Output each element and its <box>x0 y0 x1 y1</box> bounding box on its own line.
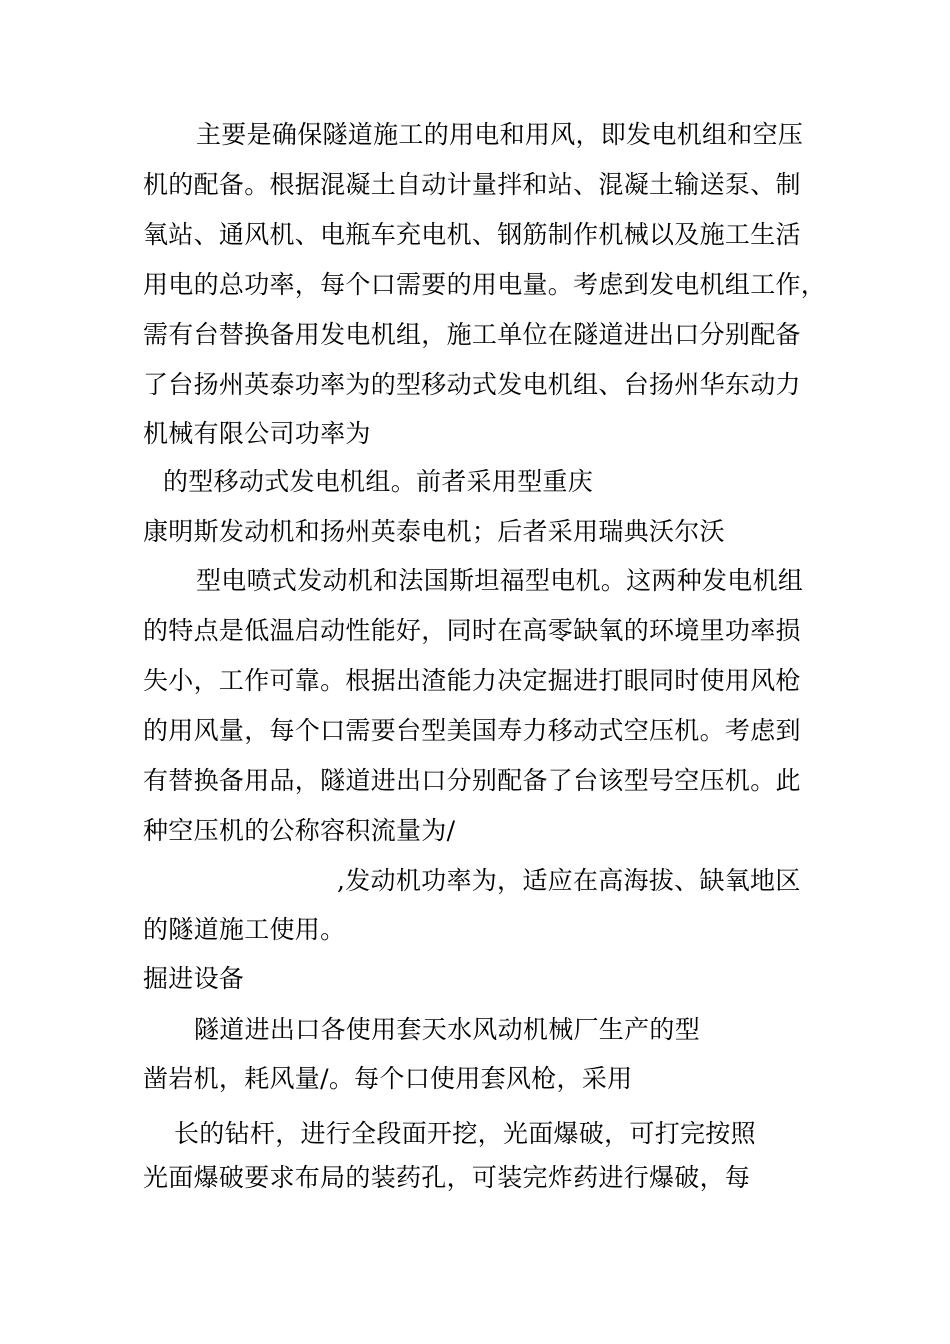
text-line-19: 隧道进出口各使用套天水风动机械厂生产的型 <box>194 1015 701 1044</box>
text-line-8: 的型移动式发电机组。前者采用型重庆 <box>163 467 594 496</box>
text-line-17: 的隧道施工使用。 <box>143 915 346 944</box>
section-heading: 掘进设备 <box>143 964 245 993</box>
text-line-13: 的用风量，每个口需要台型美国寿力移动式空压机。考虑到 <box>143 716 801 745</box>
text-line-5: 需有台替换备用发电机组，施工单位在隧道进出口分别配备 <box>143 320 801 349</box>
text-line-2: 机的配备。根据混凝土自动计量拌和站、混凝土输送泵、制 <box>143 170 801 199</box>
text-line-10: 型电喷式发动机和法国斯坦福型电机。这两种发电机组 <box>196 566 804 595</box>
text-line-1: 主要是确保隧道施工的用电和用风，即发电机组和空压 <box>196 120 804 149</box>
text-line-11: 的特点是低温启动性能好，同时在高零缺氧的环境里功率损 <box>143 616 801 645</box>
text-line-9: 康明斯发动机和扬州英泰电机；后者采用瑞典沃尔沃 <box>143 517 725 546</box>
text-line-6: 了台扬州英泰功率为的型移动式发电机组、台扬州华东动力 <box>143 370 801 399</box>
text-line-3: 氧站、通风机、电瓶车充电机、钢筋制作机械以及施工生活 <box>143 220 801 249</box>
text-line-7: 机械有限公司功率为 <box>143 419 371 448</box>
text-line-16: ,发动机功率为，适应在高海拔、缺氧地区 <box>337 866 801 895</box>
text-line-12: 失小，工作可靠。根据出渣能力决定掘进打眼同时使用风枪 <box>143 666 801 695</box>
text-line-21: 长的钻杆，进行全段面开挖，光面爆破，可打完按照 <box>174 1119 756 1148</box>
text-line-22: 光面爆破要求布局的装药孔，可装完炸药进行爆破，每 <box>143 1163 751 1192</box>
text-line-14: 有替换备用品，隧道进出口分别配备了台该型号空压机。此 <box>143 766 801 795</box>
text-line-4: 用电的总功率，每个口需要的用电量。考虑到发电机组工作， <box>143 270 827 299</box>
text-line-15: 种空压机的公称容积流量为/ <box>143 816 456 845</box>
text-line-20: 凿岩机，耗风量/。每个口使用套风枪，采用 <box>143 1064 633 1093</box>
